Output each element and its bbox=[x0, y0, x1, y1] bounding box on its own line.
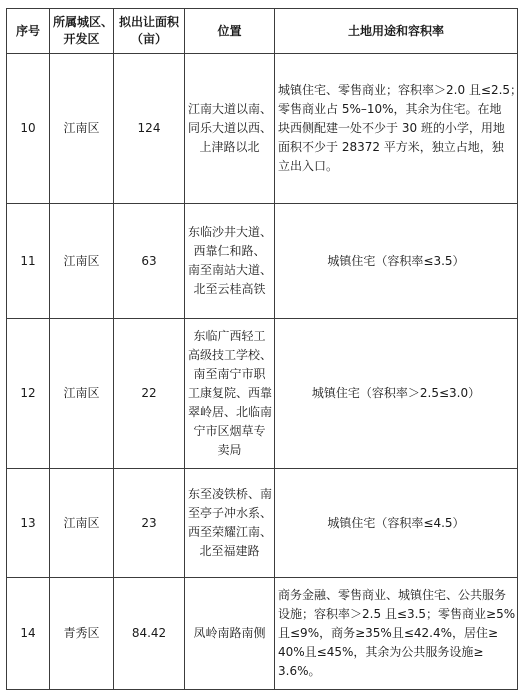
land-parcel-table bbox=[6, 8, 523, 690]
cell-area: 23 bbox=[114, 469, 185, 578]
cell-no: 13 bbox=[7, 469, 50, 578]
cell-area: 84.42 bbox=[114, 578, 185, 690]
cell-usage: 城镇住宅、零售商业；容积率＞2.0 且≤2.5； 零售商业占 5%–10%，其余为住宅。在地 块西侧配建一处不少于 30 班的小学，用地 面积不少于 28372 平方米，独立占地，独 立出入口。 bbox=[275, 54, 518, 204]
cell-area: 124 bbox=[114, 54, 185, 204]
cell-no: 14 bbox=[7, 578, 50, 690]
cell-usage: 商务金融、零售商业、城镇住宅、公共服务 设施；容积率＞2.5 且≤3.5；零售商业≥5% 且≤9%，商务≥35%且≤42.4%，居住≥ 40%且≤45%，其余为公共服务设施≥ 3.6%。 bbox=[275, 578, 518, 690]
cell-location: 凤岭南路南侧 bbox=[185, 578, 275, 690]
cell-usage: 城镇住宅（容积率≤3.5） bbox=[275, 204, 518, 319]
cell-location: 东临广西轻工 高级技工学校、 南至南宁市职 工康复院、西靠 翠岭居、北临南 宁市区烟草专 卖局 bbox=[185, 319, 275, 469]
header-no: 序号 bbox=[7, 9, 50, 54]
cell-usage: 城镇住宅（容积率≤4.5） bbox=[275, 469, 518, 578]
cell-no: 11 bbox=[7, 204, 50, 319]
header-area: 拟出让面积 （亩） bbox=[114, 9, 185, 54]
table-row bbox=[7, 54, 518, 204]
table-row bbox=[7, 578, 518, 690]
cell-district: 江南区 bbox=[50, 54, 114, 204]
cell-location: 东至凌铁桥、南 至亭子冲水系、 西至荣耀江南、 北至福建路 bbox=[185, 469, 275, 578]
table-row bbox=[7, 319, 518, 469]
header-row bbox=[7, 9, 518, 54]
table-row bbox=[7, 469, 518, 578]
cell-location: 江南大道以南、 同乐大道以西、 上津路以北 bbox=[185, 54, 275, 204]
header-usage: 土地用途和容积率 bbox=[275, 9, 518, 54]
cell-district: 江南区 bbox=[50, 204, 114, 319]
cell-area: 22 bbox=[114, 319, 185, 469]
header-location: 位置 bbox=[185, 9, 275, 54]
cell-district: 江南区 bbox=[50, 469, 114, 578]
cell-district: 江南区 bbox=[50, 319, 114, 469]
cell-usage: 城镇住宅（容积率＞2.5≤3.0） bbox=[275, 319, 518, 469]
table-row bbox=[7, 204, 518, 319]
header-district: 所属城区、 开发区 bbox=[50, 9, 114, 54]
cell-area: 63 bbox=[114, 204, 185, 319]
cell-no: 10 bbox=[7, 54, 50, 204]
cell-location: 东临沙井大道、 西靠仁和路、 南至南站大道、 北至云桂高铁 bbox=[185, 204, 275, 319]
cell-no: 12 bbox=[7, 319, 50, 469]
cell-district: 青秀区 bbox=[50, 578, 114, 690]
